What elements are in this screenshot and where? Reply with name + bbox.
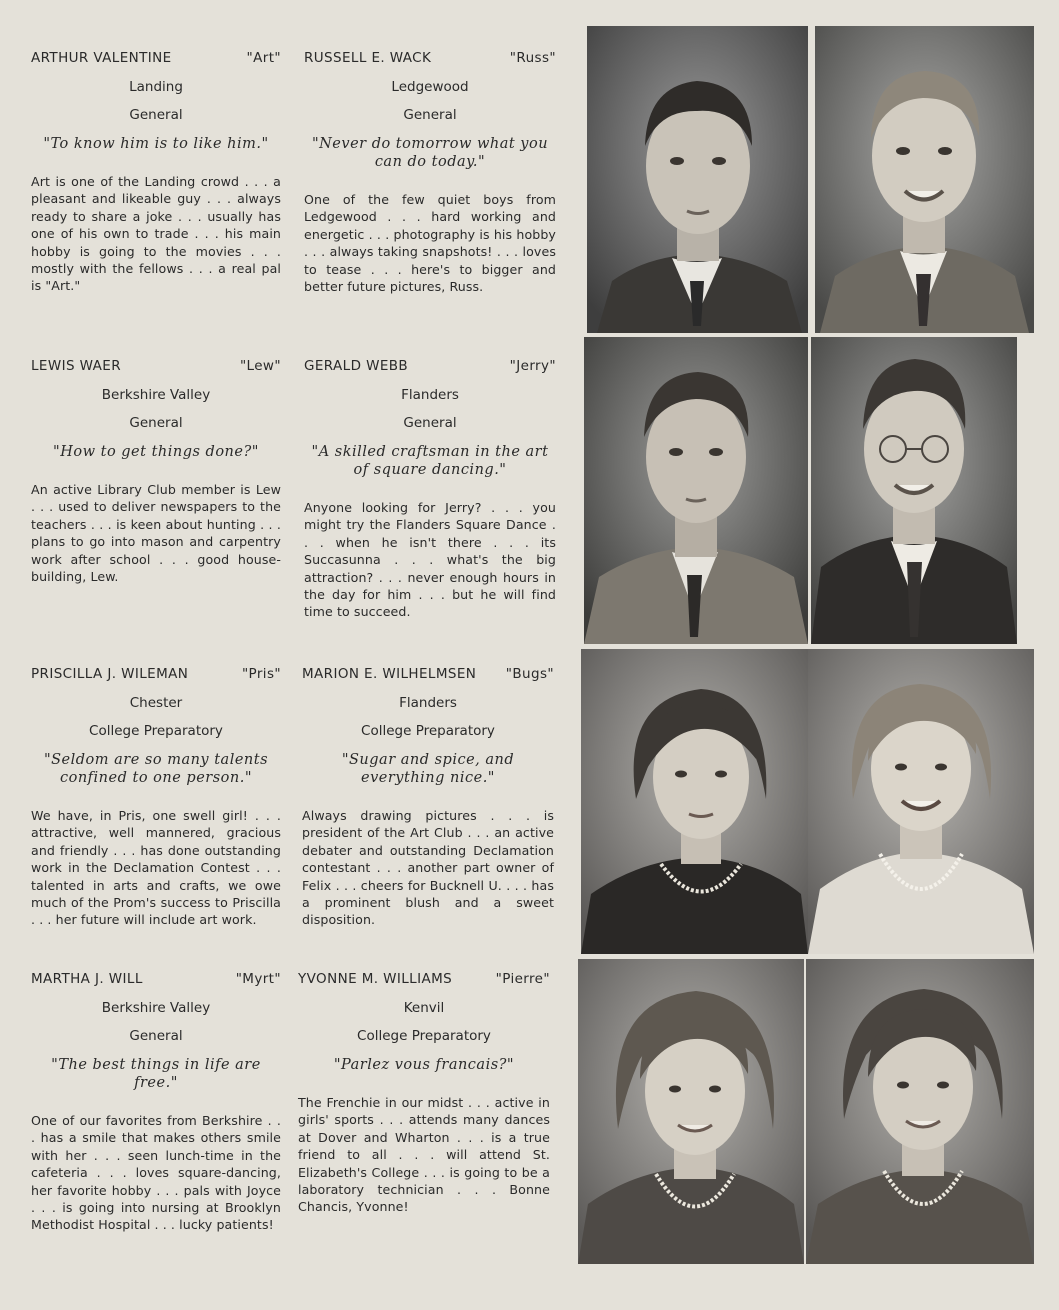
portrait-photo-martha [578,959,804,1264]
student-name: GERALD WEBB [304,358,409,374]
portrait-photo-priscilla [581,649,808,954]
student-course: General [129,1028,183,1044]
entry-martha-will [31,971,281,1234]
student-hometown: Chester [129,695,183,711]
student-name: MARION E. WILHELMSEN [302,666,477,682]
student-name: PRISCILLA J. WILEMAN [31,666,189,682]
student-hometown: Berkshire Valley [101,387,211,403]
student-quote: "The best things in life are free." [51,1057,261,1091]
portrait-photo-marion [808,649,1034,954]
entry-lewis-waer [31,358,281,585]
student-quote: "Seldom are so many talents confined to one person." [43,752,269,786]
student-hometown: Ledgewood [391,79,469,95]
student-nickname: "Pris" [241,666,281,682]
student-hometown: Berkshire Valley [101,1000,211,1016]
student-name: MARTHA J. WILL [31,971,143,987]
student-bio: We have, in Pris, one swell girl! . . . attractive, well mannered, gracious and friendly . . . has done outstanding work in the Declamation Contest . . . talented in arts and crafts, we owe much of the Prom's success to Priscilla . . . her future will include art work. [31,808,281,928]
portrait-photo-russell [815,26,1034,333]
student-quote: "Parlez vous francais?" [333,1057,515,1073]
portrait-photo-arthur [587,26,808,333]
student-hometown: Landing [129,79,183,95]
portrait-photo-lewis [584,337,808,644]
portrait-illustration [581,649,808,954]
student-name: LEWIS WAER [31,358,121,374]
student-nickname: "Myrt" [235,971,281,987]
student-bio: One of our favorites from Berkshire . . . has a smile that makes others smile with her . . . seen lunch-time in the cafeteria . . . loves square-dancing, her favorite hobby . . . pals with Joyce . . . is going into nursing at Brooklyn Methodist Hospital . . . lucky patients! [31,1113,281,1233]
student-bio: Always drawing pictures . . . is president of the Art Club . . . an active debater and outstanding Declamation contestant . . . another part owner of Felix . . . cheers for Bucknell U. . . . has a prominent blush and a sweet disposition. [302,808,554,928]
student-bio: Art is one of the Landing crowd . . . a pleasant and likeable guy . . . always ready to share a joke . . . usually has one of his own to trade . . . his main hobby is going to the movies . . . mostly with the fellows . . . a real pal is "Art." [31,174,281,294]
student-bio: The Frenchie in our midst . . . active in girls' sports . . . attends many dances at Dover and Wharton . . . is a true friend to all . . . will attend St. Elizabeth's College . . . is going to be a laboratory technician . . . Bonne Chancis, Yvonne! [298,1095,550,1215]
student-course: College Preparatory [357,1028,491,1044]
entry-russell-wack [304,50,556,295]
student-course: General [403,107,457,123]
student-name: ARTHUR VALENTINE [31,50,172,66]
student-quote: "Never do tomorrow what you can do today." [311,136,549,170]
entry-marion-wilhelmsen [302,666,554,929]
student-course: General [403,415,457,431]
student-course: General [129,415,183,431]
student-name: YVONNE M. WILLIAMS [298,971,453,987]
student-bio: One of the few quiet boys from Ledgewood . . . hard working and energetic . . . photography is his hobby . . . always taking snapshots! . . . loves to tease . . . here's to bigger and better future pictures, Russ. [304,192,556,295]
student-bio: Anyone looking for Jerry? . . . you might try the Flanders Square Dance . . . when he isn't there . . . its Succasunna . . . what's the big attraction? . . . never enough hours in the day for him . . . but he will find time to succeed. [304,500,556,620]
portrait-illustration [806,959,1034,1264]
student-hometown: Flanders [399,695,457,711]
student-nickname: "Pierre" [495,971,550,987]
portrait-photo-yvonne [806,959,1034,1264]
student-quote: "How to get things done?" [53,444,259,460]
student-hometown: Flanders [401,387,459,403]
student-hometown: Kenvil [403,1000,445,1016]
student-nickname: "Lew" [239,358,281,374]
portrait-illustration [587,26,808,333]
portrait-illustration [815,26,1034,333]
entry-gerald-webb [304,358,556,621]
portrait-photo-gerald [811,337,1017,644]
portrait-illustration [584,337,808,644]
student-nickname: "Jerry" [509,358,556,374]
student-nickname: "Bugs" [505,666,554,682]
student-name: RUSSELL E. WACK [304,50,432,66]
student-course: College Preparatory [89,723,223,739]
student-quote: "To know him is to like him." [43,136,269,152]
portrait-illustration [808,649,1034,954]
student-course: General [129,107,183,123]
portrait-illustration [811,337,1017,644]
entry-arthur-valentine [31,50,281,295]
entry-priscilla-wileman [31,666,281,929]
student-bio: An active Library Club member is Lew . . . used to deliver newspapers to the teachers . . . is keen about hunting . . . plans to go into mason and carpentry work after school . . . good house-building, Lew. [31,482,281,585]
student-nickname: "Russ" [509,50,556,66]
student-nickname: "Art" [246,50,281,66]
student-course: College Preparatory [361,723,495,739]
student-quote: "Sugar and spice, and everything nice." [341,752,515,786]
entry-yvonne-williams [298,971,550,1216]
portrait-illustration [578,959,804,1264]
student-quote: "A skilled craftsman in the art of square dancing." [311,444,549,478]
